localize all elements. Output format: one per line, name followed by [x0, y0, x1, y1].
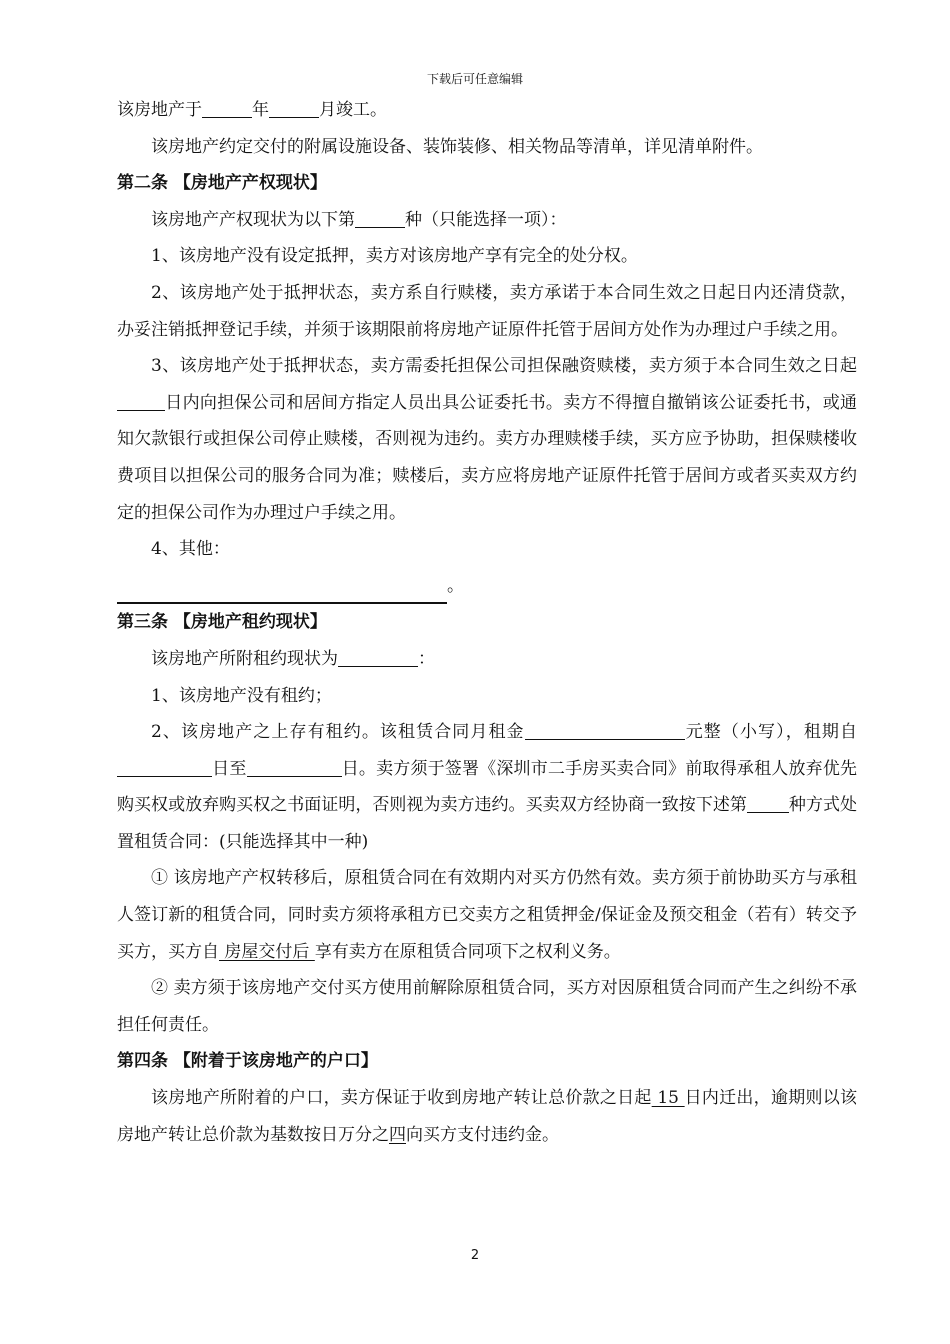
completion-line: 该房地产于 年 月竣工。	[117, 100, 387, 120]
title-option-2: 2、该房地产处于抵押状态，卖方系自行赎楼，卖方承诺于本合同生效之日起日内还清贷款，办妥注销抵押登记手续，并须于该期限前将房地产证原件托管于居间方处作为办理过户手续之用。	[117, 282, 857, 340]
title-option-1: 1、该房地产没有设定抵押，卖方对该房地产享有完全的处分权。	[151, 246, 638, 267]
title-status-line: 该房地产产权现状为以下第 种（只能选择一项）：	[151, 209, 567, 230]
rent-blank[interactable]	[525, 722, 685, 740]
year-blank[interactable]	[202, 100, 252, 118]
page-header: 下载后可任意编辑	[426, 72, 523, 86]
method-blank[interactable]	[747, 795, 789, 813]
title-option-4: 4、其他：	[151, 539, 230, 560]
article-4-heading: 第四条 【附着于该房地产的户口】	[117, 1051, 378, 1072]
other-rule[interactable]	[117, 590, 447, 604]
delivery-value: 房屋交付后	[219, 941, 315, 962]
other-line: 。	[117, 568, 857, 605]
lease-start-blank[interactable]	[117, 759, 212, 777]
days-value: 15	[651, 1088, 685, 1109]
lease-status-blank[interactable]	[338, 649, 418, 667]
lease-option-1: 1、该房地产没有租约；	[151, 685, 332, 706]
lease-option-2: 2、该房地产之上存有租约。该租赁合同月租金 元整（小写），租期自日至 日。卖方须于签署《深圳市二手房买卖合同》前取得承租人放弃优先购买权或放弃购买权之书面证明，否则视为卖方违约。买卖双方经协商一致按下述第 种方式处置租赁合同：(只能选择其中一种)	[117, 722, 858, 852]
attachment-paragraph: 该房地产约定交付的附属设施设备、装饰装修、相关物品等清单，详见清单附件。	[151, 136, 763, 157]
lease-end-blank[interactable]	[247, 759, 342, 777]
rate-value: 四	[389, 1124, 406, 1145]
month-blank[interactable]	[269, 100, 319, 118]
lease-method-1: ① 该房地产产权转移后，原租赁合同在有效期内对买方仍然有效。卖方须于前协助买方与承租人签订新的租赁合同，同时卖方须将承租方已交卖方之租赁押金/保证金及预交租金（若有）转交予买方，买方自 房屋交付后 享有卖方在原租赁合同项下之权利义务。	[117, 868, 857, 962]
article-3-heading: 第三条 【房地产租约现状】	[117, 612, 327, 633]
lease-method-2: ② 卖方须于该房地产交付买方使用前解除原租赁合同，买方对因原租赁合同而产生之纠纷不承担任何责任。	[117, 978, 857, 1035]
title-option-3: 3、该房地产处于抵押状态，卖方需委托担保公司担保融资赎楼，卖方须于本合同生效之日起日内向担保公司和居间方指定人员出具公证委托书。卖方不得擅自撤销该公证委托书，或通知欠款银行或担保公司停止赎楼，否则视为违约。卖方办理赎楼手续，买方应予协助，担保赎楼收费项目以担保公司的服务合同为准；赎楼后，卖方应将房地产证原件托管于居间方或者买卖双方约定的担保公司作为办理过户手续之用。	[117, 356, 857, 523]
article-2-heading: 第二条 【房地产产权现状】	[117, 173, 327, 194]
page-number: 2	[470, 1248, 480, 1263]
contract-body	[117, 92, 857, 1153]
lease-status-line: 该房地产所附租约现状为 ：	[151, 648, 435, 669]
days-blank[interactable]	[117, 393, 165, 411]
household-paragraph: 该房地产所附着的户口，卖方保证于收到房地产转让总价款之日起 15 日内迁出，逾期则以该房地产转让总价款为基数按日万分之四向买方支付违约金。	[117, 1088, 857, 1145]
option-blank[interactable]	[355, 210, 405, 228]
